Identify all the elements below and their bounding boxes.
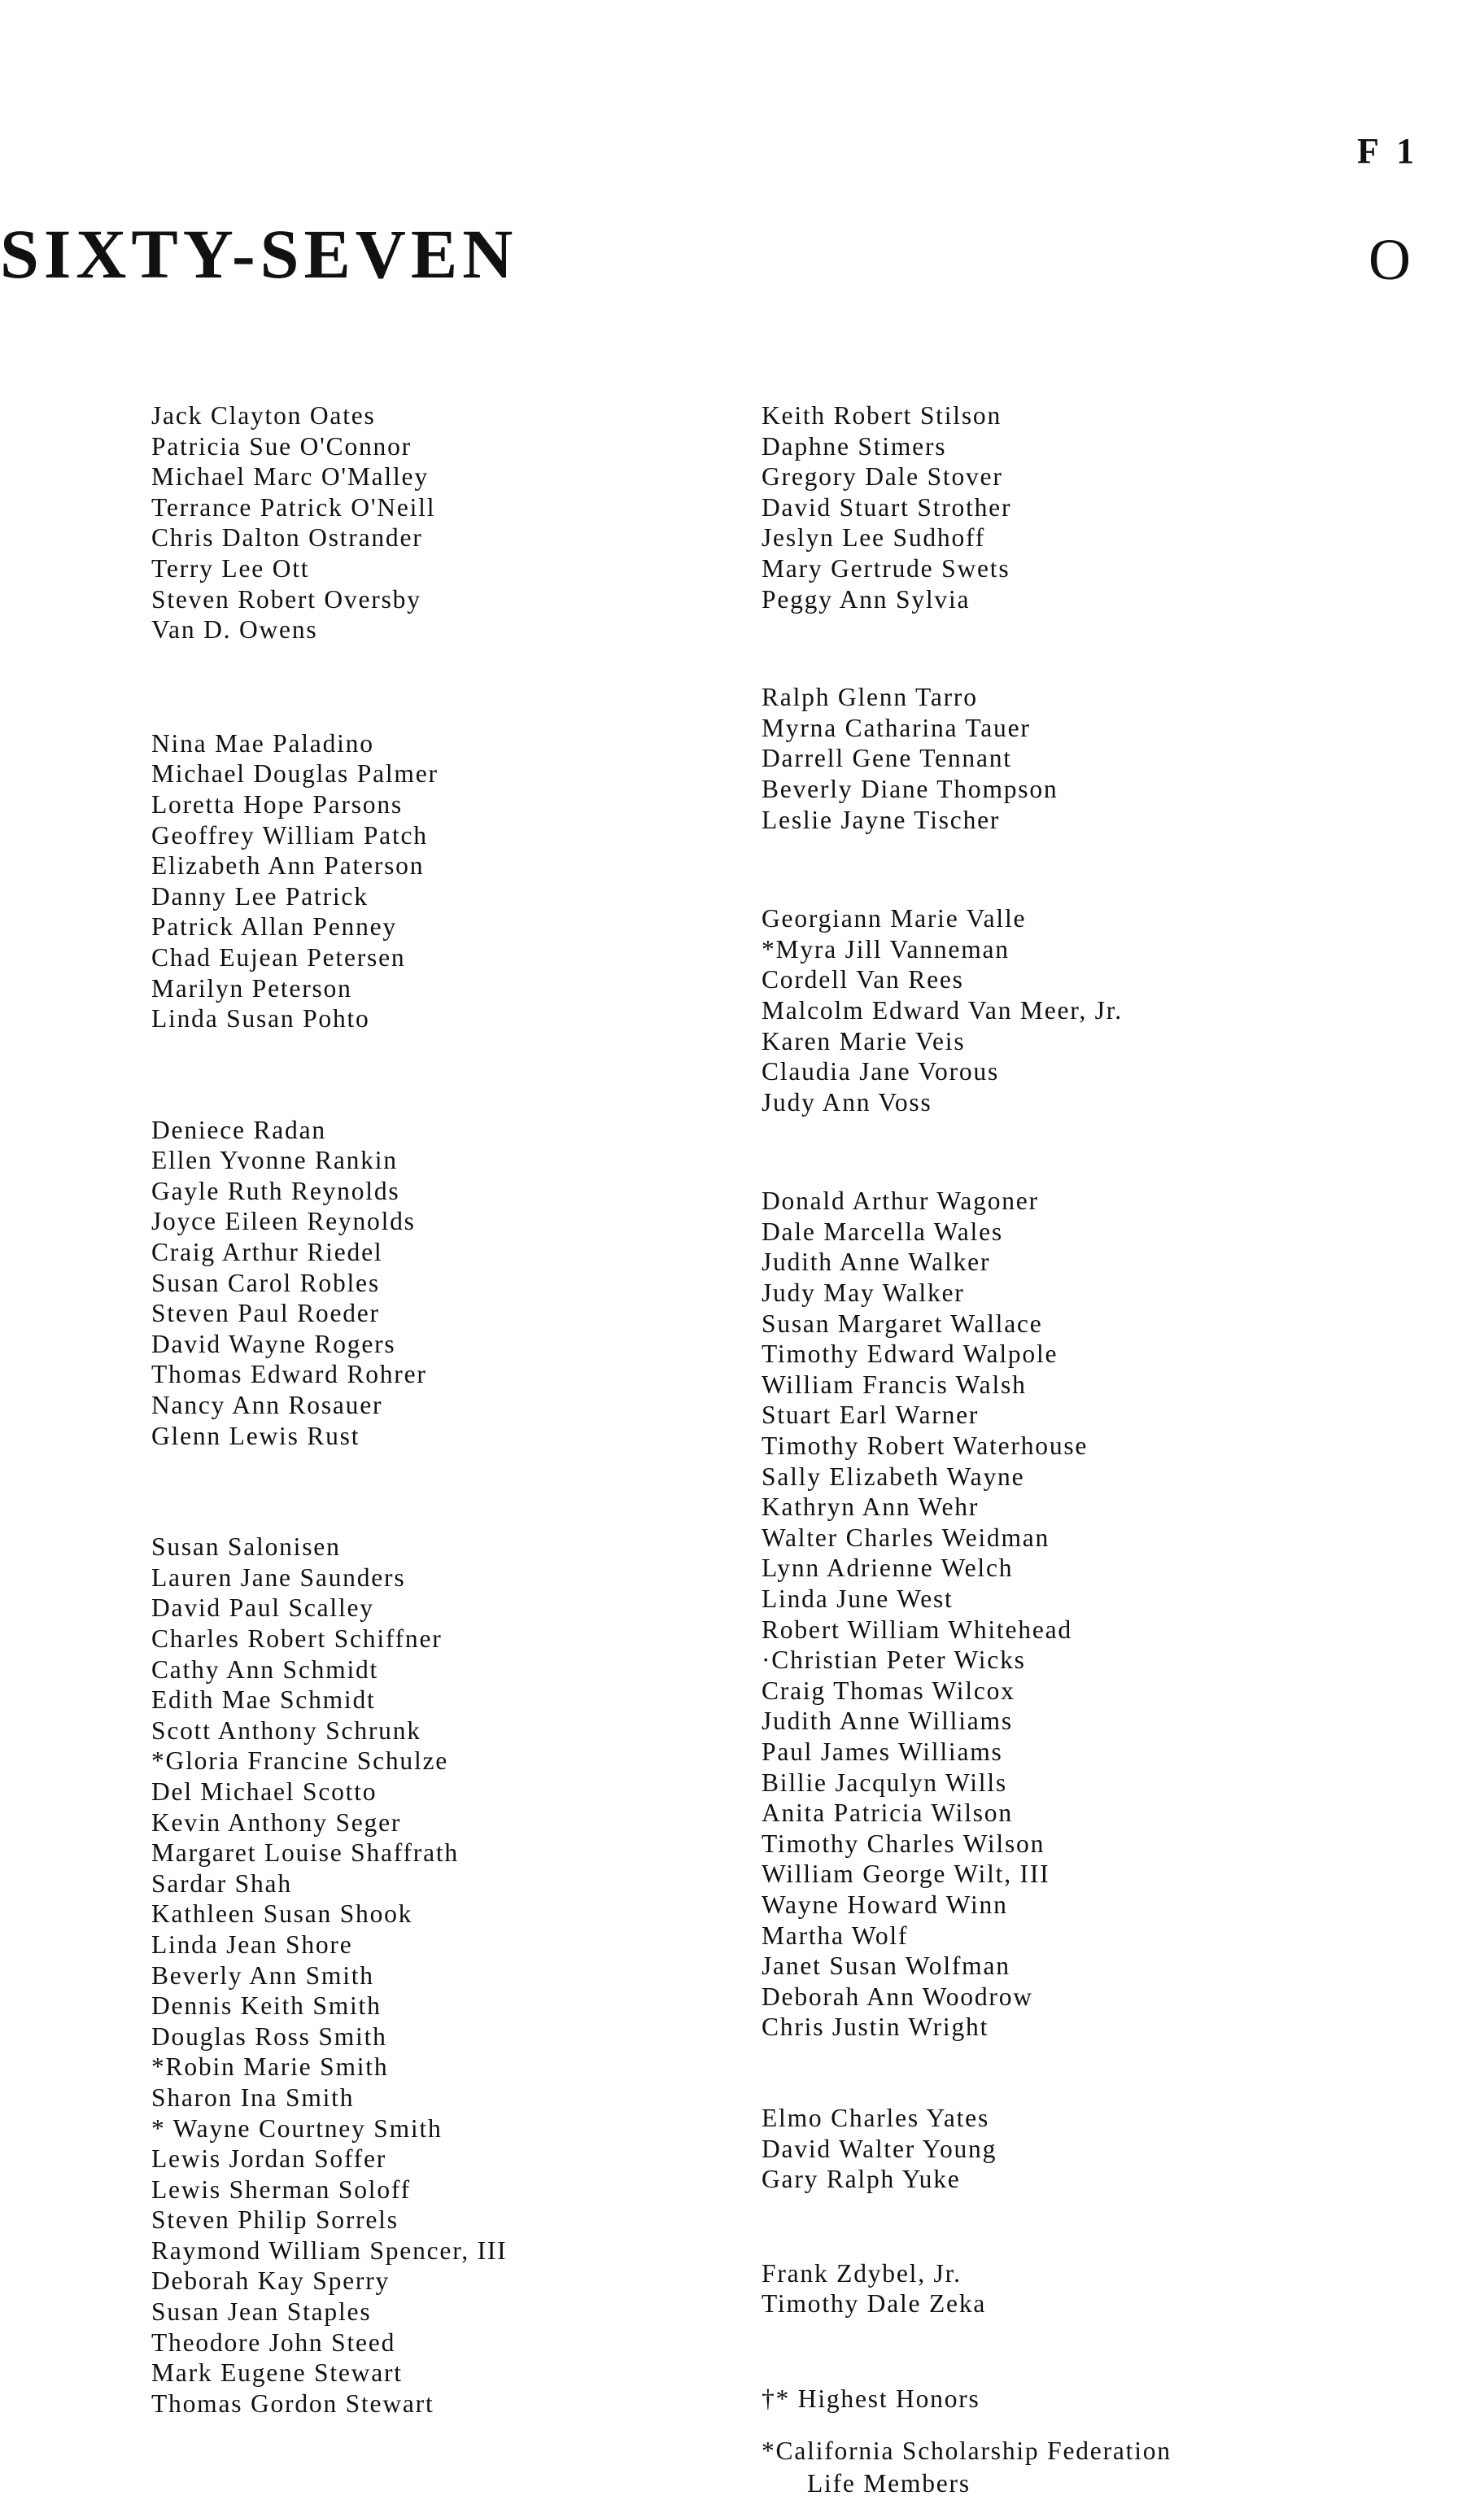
graduate-name: David Wayne Rogers xyxy=(151,1329,396,1358)
graduate-name: David Paul Scalley xyxy=(151,1593,374,1623)
graduate-name: Nina Mae Paladino xyxy=(151,728,374,758)
graduate-name: Terrance Patrick O'Neill xyxy=(151,492,436,522)
graduate-name: Susan Carol Robles xyxy=(151,1268,380,1297)
graduate-name: Douglas Ross Smith xyxy=(151,2021,387,2051)
graduate-name: Jeslyn Lee Sudhoff xyxy=(762,523,986,553)
graduate-name: Timothy Dale Zeka xyxy=(762,2289,987,2319)
graduate-name: Dennis Keith Smith xyxy=(151,1991,382,2021)
graduate-name: Chris Dalton Ostrander xyxy=(151,523,423,553)
name-group xyxy=(762,1186,1429,2043)
graduate-name: Craig Arthur Riedel xyxy=(151,1238,383,1267)
right-name-column xyxy=(762,400,1429,2500)
name-group xyxy=(762,400,1429,614)
graduate-name: Patrick Allan Penney xyxy=(151,912,397,942)
page-title: SIXTY-SEVEN xyxy=(0,215,518,293)
graduate-name: Deniece Radan xyxy=(151,1115,326,1144)
graduate-name: Chad Eujean Petersen xyxy=(151,942,406,972)
graduate-name: Susan Jean Staples xyxy=(151,2297,372,2327)
graduate-name: Claudia Jane Vorous xyxy=(762,1057,1000,1086)
graduate-name: Edith Mae Schmidt xyxy=(151,1685,376,1715)
graduate-name: Nancy Ann Rosauer xyxy=(151,1391,383,1420)
graduate-name: *Myra Jill Vanneman xyxy=(762,934,1010,964)
graduate-name: David Stuart Strother xyxy=(762,492,1012,522)
graduate-name: Ralph Glenn Tarro xyxy=(762,683,978,712)
graduate-name: Michael Douglas Palmer xyxy=(151,759,439,789)
section-letter: O xyxy=(1368,227,1411,292)
graduate-name: Malcolm Edward Van Meer, Jr. xyxy=(762,995,1123,1025)
graduate-name: Lewis Sherman Soloff xyxy=(151,2174,411,2204)
name-group xyxy=(762,2103,1429,2195)
graduate-name: Stuart Earl Warner xyxy=(762,1401,980,1430)
graduate-name: Martha Wolf xyxy=(762,1921,909,1950)
graduate-name: Keith Robert Stilson xyxy=(762,401,1002,430)
graduate-name: Scott Anthony Schrunk xyxy=(151,1715,421,1745)
graduate-name: Donald Arthur Wagoner xyxy=(762,1187,1039,1216)
graduate-name: Linda Jean Shore xyxy=(151,1930,353,1959)
name-group xyxy=(762,2258,1429,2319)
graduate-name: Sharon Ina Smith xyxy=(151,2083,355,2112)
graduate-name: Danny Lee Patrick xyxy=(151,881,369,911)
graduate-name: Sardar Shah xyxy=(151,1868,292,1898)
graduate-name: Chris Justin Wright xyxy=(762,2013,989,2042)
graduate-name: Paul James Williams xyxy=(762,1737,1003,1766)
graduate-name: Robert William Whitehead xyxy=(762,1615,1072,1644)
graduate-name: Wayne Howard Winn xyxy=(762,1890,1008,1919)
graduate-name: Elizabeth Ann Paterson xyxy=(151,851,425,881)
graduate-name: William Francis Walsh xyxy=(762,1370,1027,1399)
graduate-name: Lynn Adrienne Welch xyxy=(762,1554,1014,1583)
graduate-name: Deborah Ann Woodrow xyxy=(762,1982,1033,2011)
graduate-name: Patricia Sue O'Connor xyxy=(151,431,412,461)
csf-note: *California Scholarship Federation xyxy=(762,2436,1172,2465)
left-name-column xyxy=(151,400,818,2419)
graduate-name: Timothy Edward Walpole xyxy=(762,1340,1058,1369)
graduate-name: Loretta Hope Parsons xyxy=(151,789,403,819)
graduate-name: Walter Charles Weidman xyxy=(762,1523,1050,1552)
graduate-name: Beverly Diane Thompson xyxy=(762,774,1058,803)
corner-mark: F 1 xyxy=(1357,131,1420,171)
name-group xyxy=(151,1115,818,1452)
graduate-name: Steven Philip Sorrels xyxy=(151,2205,399,2235)
graduate-name: Elmo Charles Yates xyxy=(762,2103,990,2132)
graduate-name: Susan Margaret Wallace xyxy=(762,1309,1043,1338)
graduate-name: Del Michael Scotto xyxy=(151,1777,378,1806)
graduate-name: Charles Robert Schiffner xyxy=(151,1624,443,1653)
graduate-name: Van D. Owens xyxy=(151,615,318,645)
graduate-name: Leslie Jayne Tischer xyxy=(762,805,1001,834)
graduate-name: Susan Salonisen xyxy=(151,1532,341,1562)
graduate-name: Georgiann Marie Valle xyxy=(762,904,1027,933)
graduate-name: Sally Elizabeth Wayne xyxy=(762,1462,1025,1491)
graduate-name: Gary Ralph Yuke xyxy=(762,2165,961,2194)
graduate-name: Gayle Ruth Reynolds xyxy=(151,1176,400,1205)
graduate-name: Judith Anne Walker xyxy=(762,1248,991,1277)
csf-note-continuation: Life Members xyxy=(807,2468,971,2498)
graduate-name: Timothy Robert Waterhouse xyxy=(762,1431,1089,1461)
name-group xyxy=(762,682,1429,835)
graduate-name: Janet Susan Wolfman xyxy=(762,1951,1010,1981)
graduate-name: Beverly Ann Smith xyxy=(151,1960,374,1990)
graduate-name: Lewis Jordan Soffer xyxy=(151,2144,387,2174)
graduate-name: Glenn Lewis Rust xyxy=(151,1421,360,1450)
graduate-name: Joyce Eileen Reynolds xyxy=(151,1207,416,1236)
graduate-name: Thomas Gordon Stewart xyxy=(151,2389,434,2418)
honors-note: †* Highest Honors xyxy=(762,2384,980,2413)
graduate-name: Cordell Van Rees xyxy=(762,965,964,994)
graduate-name: Raymond William Spencer, III xyxy=(151,2236,508,2265)
graduate-name: Geoffrey William Patch xyxy=(151,820,428,850)
footnotes xyxy=(762,2383,1429,2500)
graduate-name: Karen Marie Veis xyxy=(762,1026,966,1056)
graduate-name: Kathryn Ann Wehr xyxy=(762,1493,980,1522)
graduate-name: Mary Gertrude Swets xyxy=(762,553,1010,583)
graduate-name: David Walter Young xyxy=(762,2134,997,2163)
graduate-name: Thomas Edward Rohrer xyxy=(151,1360,427,1389)
graduate-name: *Gloria Francine Schulze xyxy=(151,1746,449,1776)
name-group xyxy=(762,903,1429,1117)
graduate-name: Theodore John Steed xyxy=(151,2327,396,2357)
graduate-name: Timothy Charles Wilson xyxy=(762,1829,1045,1858)
graduate-name: Myrna Catharina Tauer xyxy=(762,713,1031,742)
graduate-name: Frank Zdybel, Jr. xyxy=(762,2258,962,2288)
graduate-name: Linda Susan Pohto xyxy=(151,1004,370,1034)
graduate-name: Anita Patricia Wilson xyxy=(762,1799,1013,1828)
name-group xyxy=(151,1532,818,2419)
graduate-name: William George Wilt, III xyxy=(762,1860,1050,1889)
graduate-name: ·Christian Peter Wicks xyxy=(762,1646,1026,1675)
graduate-name: Peggy Ann Sylvia xyxy=(762,584,971,614)
graduate-name: *Robin Marie Smith xyxy=(151,2052,389,2082)
name-group xyxy=(151,400,818,645)
graduate-name: Terry Lee Ott xyxy=(151,553,310,583)
graduate-name: Judy May Walker xyxy=(762,1278,965,1308)
graduate-name: Gregory Dale Stover xyxy=(762,462,1003,492)
graduate-name: Kathleen Susan Shook xyxy=(151,1899,413,1929)
name-group xyxy=(151,728,818,1034)
graduate-name: * Wayne Courtney Smith xyxy=(151,2113,443,2143)
graduate-name: Marilyn Peterson xyxy=(151,973,352,1003)
graduate-name: Judy Ann Voss xyxy=(762,1087,932,1117)
graduate-name: Michael Marc O'Malley xyxy=(151,462,429,492)
graduate-name: Deborah Kay Sperry xyxy=(151,2266,391,2296)
graduate-name: Jack Clayton Oates xyxy=(151,401,376,430)
graduate-name: Darrell Gene Tennant xyxy=(762,744,1012,773)
graduate-name: Billie Jacqulyn Wills xyxy=(762,1768,1007,1797)
graduate-name: Kevin Anthony Seger xyxy=(151,1807,402,1837)
graduate-name: Steven Paul Roeder xyxy=(151,1299,380,1328)
graduate-name: Linda June West xyxy=(762,1584,954,1613)
graduate-name: Judith Anne Williams xyxy=(762,1707,1013,1736)
graduate-name: Steven Robert Oversby xyxy=(151,584,421,614)
graduate-name: Cathy Ann Schmidt xyxy=(151,1654,379,1684)
graduate-name: Mark Eugene Stewart xyxy=(151,2358,403,2388)
graduate-name: Ellen Yvonne Rankin xyxy=(151,1146,398,1175)
graduate-name: Margaret Louise Shaffrath xyxy=(151,1838,459,1868)
graduate-name: Dale Marcella Wales xyxy=(762,1217,1003,1246)
graduate-name: Lauren Jane Saunders xyxy=(151,1562,406,1592)
graduate-name: Daphne Stimers xyxy=(762,431,947,461)
graduate-name: Craig Thomas Wilcox xyxy=(762,1676,1015,1705)
